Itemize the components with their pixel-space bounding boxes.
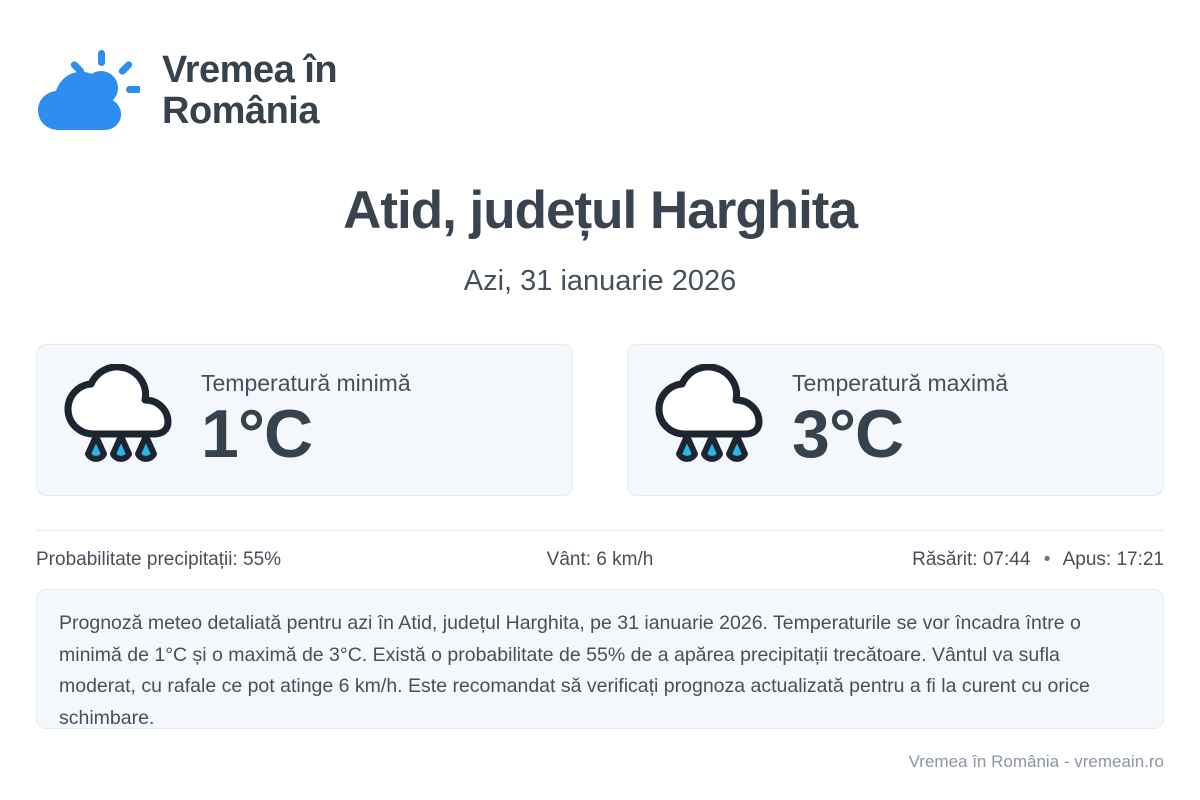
- max-temperature-value: 3°C: [792, 395, 904, 472]
- sunrise-time: Răsărit: 07:44: [912, 549, 1031, 570]
- forecast-description: Prognoză meteo detaliată pentru azi în Atid, județul Harghita, pe 31 ianuarie 2026. Temperaturile se vor încadra între o minimă de 1°C și o maximă de 3°C. Există o probabilitate de 55% de a apărea precipitații trecătoare. Vântul va sufla moderat, cu rafale ce pot atinge 6 km/h. Este recomandat să verificați prognoza actualizată pentru a fi la curent cu orice schimbare.: [36, 589, 1164, 729]
- max-temperature-label: Temperatură maximă: [792, 369, 1009, 396]
- min-temperature-label: Temperatură minimă: [201, 369, 411, 396]
- sunset-time: Apus: 17:21: [1062, 549, 1164, 570]
- cloud-with-rain-icon: [652, 364, 774, 476]
- page-title: Atid, județul Harghita: [343, 181, 857, 240]
- wind-speed: Vânt: 6 km/h: [546, 549, 654, 570]
- max-temperature-text: [792, 370, 1008, 470]
- footer-credit: Vremea în România - vremeain.ro: [908, 752, 1164, 771]
- separator-dot: •: [1043, 549, 1051, 570]
- temperature-cards: [0, 344, 1200, 496]
- min-temperature-card: [36, 344, 573, 496]
- sun-behind-cloud-icon: [36, 48, 140, 134]
- cloud-with-rain-icon: [61, 364, 183, 476]
- brand-header: [0, 0, 1200, 134]
- precipitation-probability: Probabilitate precipitații: 55%: [36, 549, 282, 570]
- page-subtitle: Azi, 31 ianuarie 2026: [463, 265, 737, 297]
- sun-times: [788, 549, 1164, 571]
- min-temperature-value: 1°C: [201, 395, 313, 472]
- weather-stats-row: [36, 530, 1164, 571]
- brand-title: Vremea în România: [162, 48, 338, 132]
- max-temperature-card: [627, 344, 1164, 496]
- min-temperature-text: [201, 370, 411, 470]
